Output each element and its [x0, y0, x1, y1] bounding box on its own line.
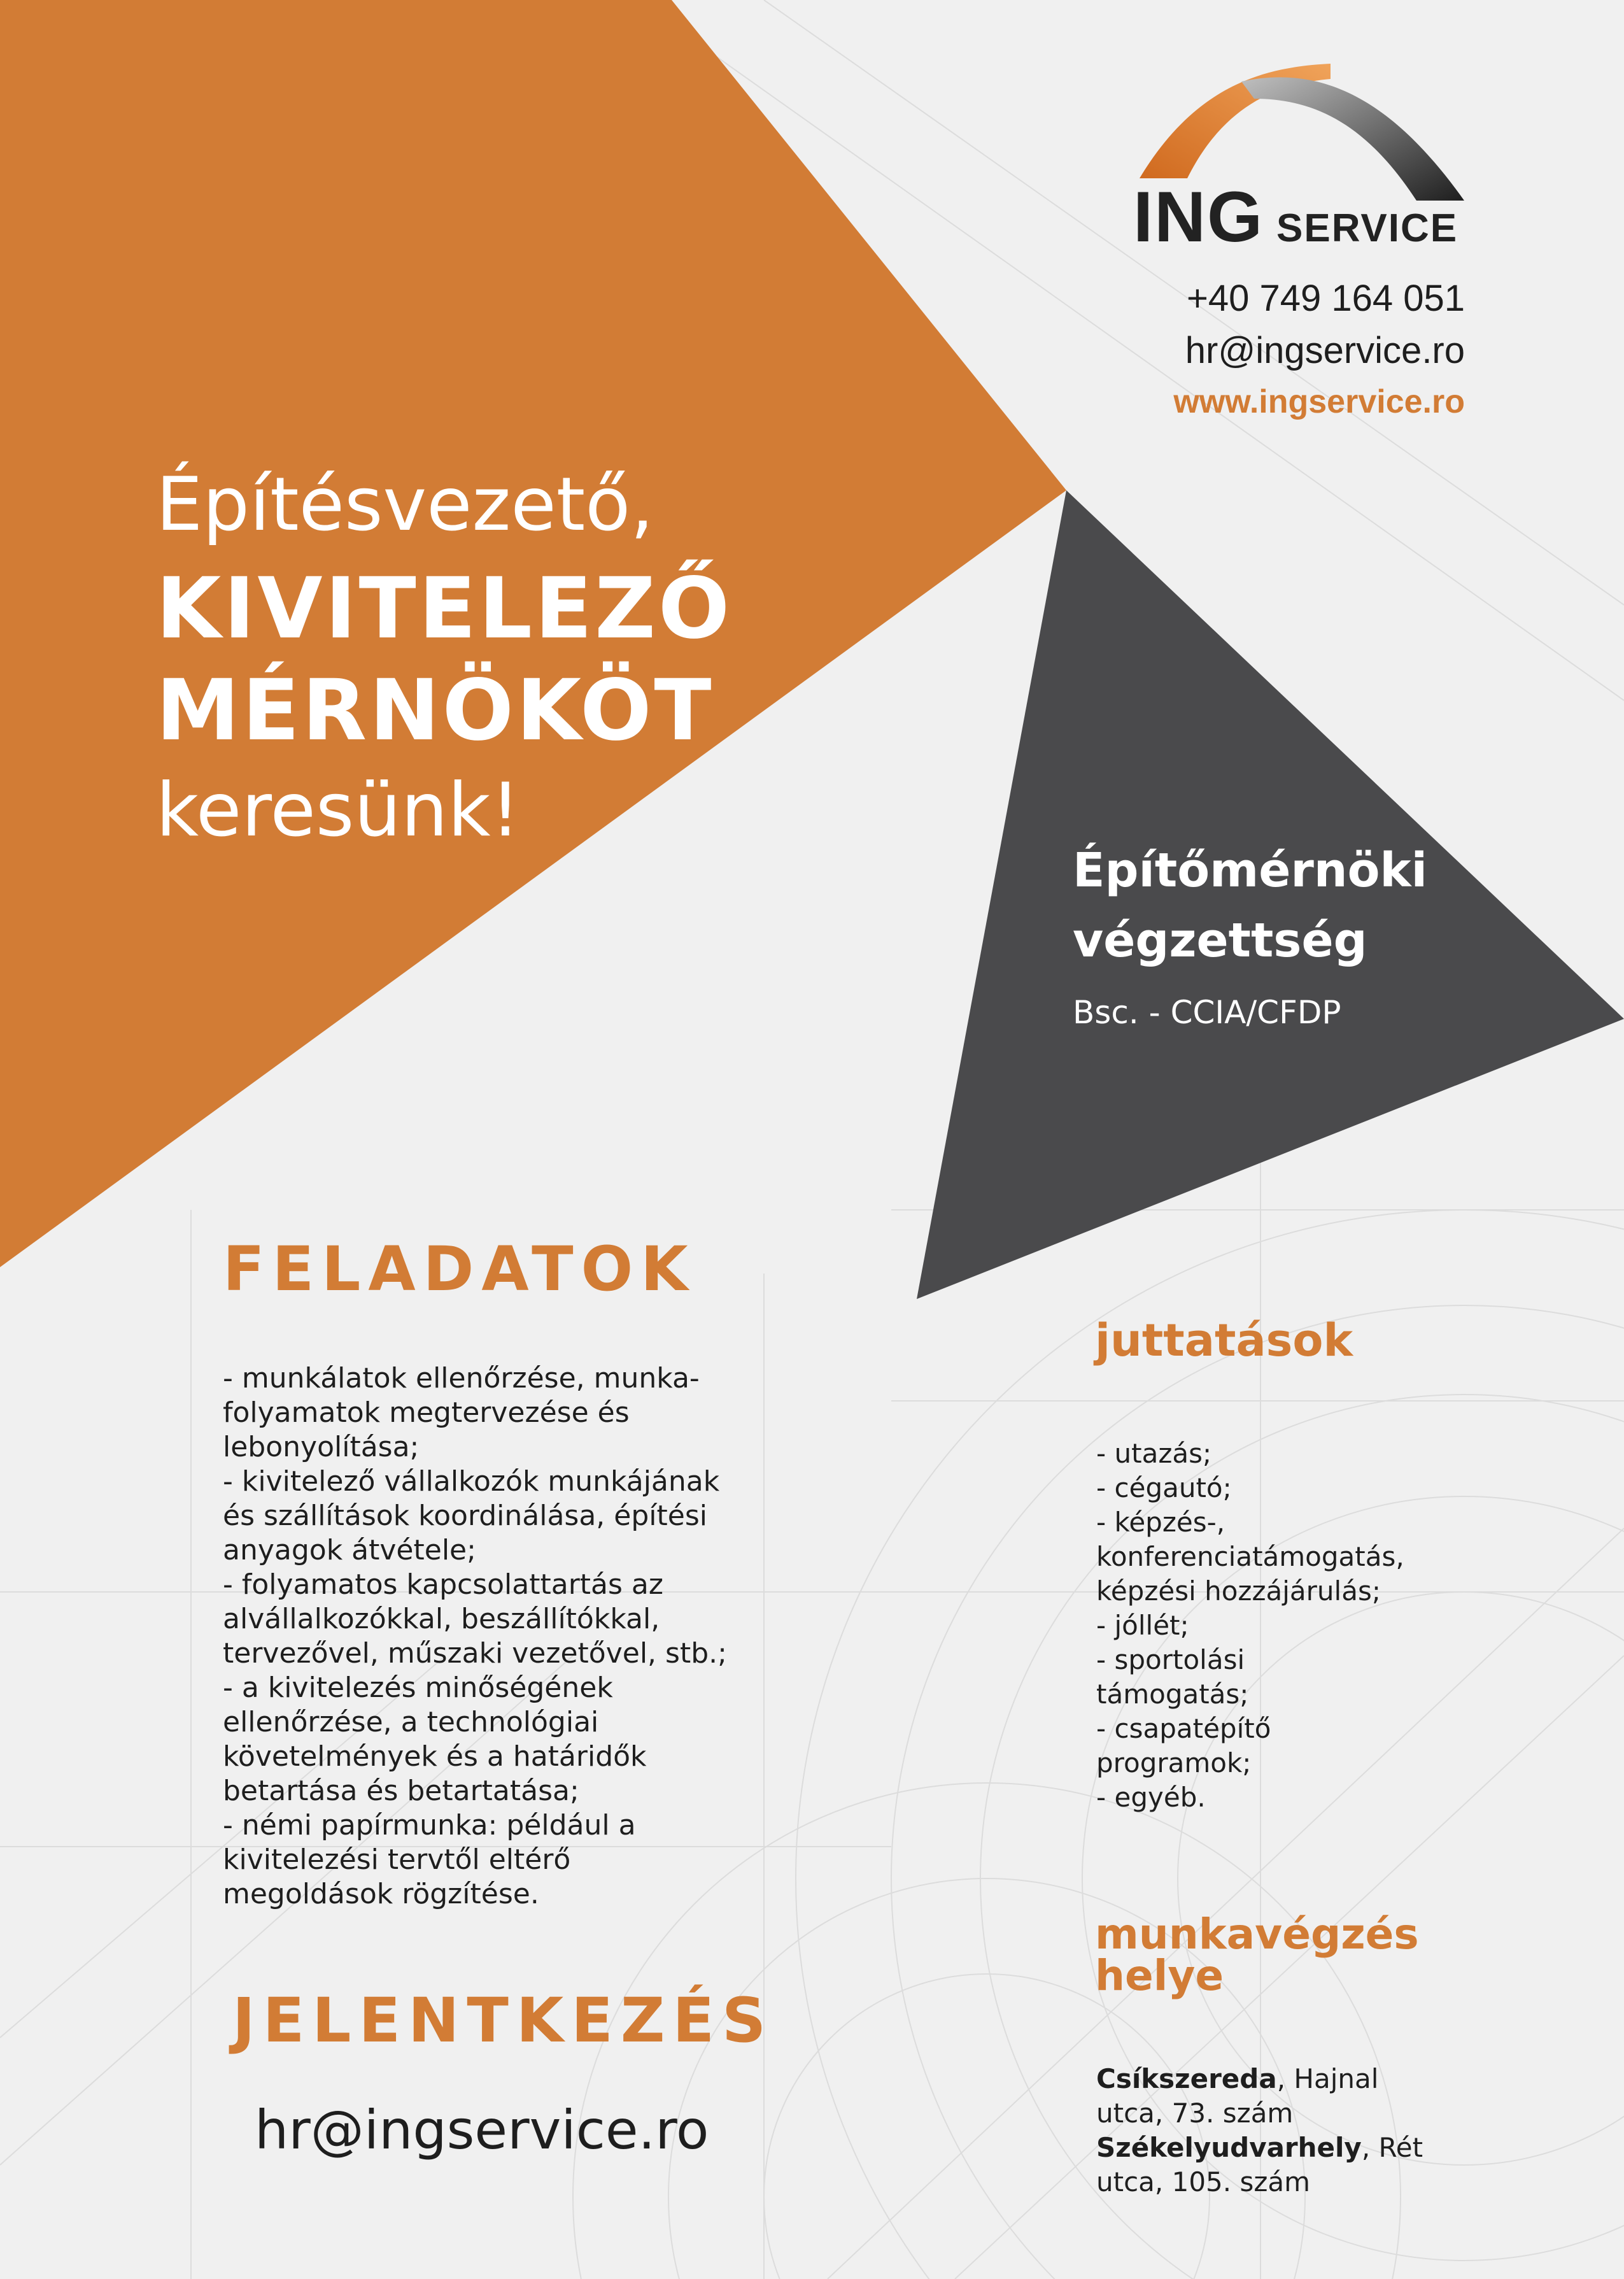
- headline-line-1: Építésvezető,: [156, 462, 654, 548]
- location-1-street: , Hajnal: [1276, 2063, 1379, 2094]
- logo-service-text: SERVICE: [1276, 206, 1458, 250]
- education-line-2: végzettség: [1073, 913, 1367, 968]
- juttatasok-line: - egyéb.: [1096, 1782, 1206, 1813]
- contact-phone[interactable]: +40 749 164 051: [1186, 278, 1465, 319]
- education-degree: Bsc. - CCIA/CFDP: [1073, 994, 1341, 1031]
- education-line-1: Építőmérnöki: [1073, 843, 1427, 898]
- feladatok-line: tervezővel, műszaki vezetővel, stb.;: [223, 1637, 727, 1670]
- contact-email[interactable]: hr@ingservice.ro: [1185, 330, 1465, 371]
- feladatok-line: és szállítások koordinálása, építési: [223, 1500, 707, 1532]
- munkavegzes-heading-line-2: helye: [1095, 1951, 1224, 2000]
- feladatok-line: anyagok átvétele;: [223, 1534, 476, 1566]
- location-2-city: Székelyudvarhely: [1096, 2132, 1362, 2163]
- feladatok-line: kivitelezési tervtől eltérő: [223, 1843, 571, 1876]
- feladatok-line: - némi papírmunka: például a: [223, 1809, 636, 1842]
- feladatok-line: - munkálatok ellenőrzése, munka-: [223, 1362, 700, 1395]
- feladatok-line: megoldások rögzítése.: [223, 1878, 539, 1910]
- feladatok-line: - folyamatos kapcsolattartás az: [223, 1568, 663, 1601]
- feladatok-list: [223, 1361, 727, 1912]
- logo-ing-text: ING: [1133, 177, 1264, 257]
- contact-website[interactable]: www.ingservice.ro: [1173, 383, 1465, 420]
- juttatasok-line: - cégautó;: [1096, 1472, 1232, 1503]
- location-2-street: , Rét: [1361, 2132, 1423, 2163]
- munkavegzes-heading-line-1: munkavégzés: [1095, 1910, 1419, 1959]
- headline-line-2: KIVITELEZŐ: [156, 560, 733, 658]
- feladatok-line: betartása és betartatása;: [223, 1775, 579, 1807]
- feladatok-line: - kivitelező vállalkozók munkájának: [223, 1465, 720, 1498]
- headline-line-4: keresünk!: [156, 767, 521, 853]
- work-locations: [1096, 2062, 1423, 2199]
- feladatok-line: - a kivitelezés minőségének: [223, 1672, 613, 1704]
- feladatok-line: követelmények és a határidők: [223, 1740, 647, 1773]
- location-2-line-2: utca, 105. szám: [1096, 2166, 1311, 2197]
- juttatasok-line: - utazás;: [1096, 1438, 1212, 1469]
- feladatok-line: lebonyolítása;: [223, 1431, 420, 1463]
- feladatok-line: alvállalkozókkal, beszállítókkal,: [223, 1603, 660, 1635]
- juttatasok-line: - jóllét;: [1096, 1610, 1189, 1641]
- location-1-city: Csíkszereda: [1096, 2063, 1277, 2094]
- juttatasok-line: - csapatépítő: [1096, 1713, 1271, 1744]
- juttatasok-list: [1096, 1437, 1404, 1815]
- location-1-line-1: [1096, 2062, 1423, 2096]
- juttatasok-line: képzési hozzájárulás;: [1096, 1575, 1381, 1607]
- juttatasok-line: - sportolási: [1096, 1644, 1245, 1675]
- location-2-line-1: [1096, 2131, 1423, 2165]
- juttatasok-line: - képzés-,: [1096, 1507, 1225, 1538]
- feladatok-heading: FELADATOK: [223, 1233, 696, 1305]
- feladatok-line: ellenőrzése, a technológiai: [223, 1706, 599, 1738]
- headline-line-3: MÉRNÖKÖT: [156, 662, 714, 760]
- juttatasok-line: konferenciatámogatás,: [1096, 1541, 1404, 1572]
- feladatok-line: folyamatok megtervezése és: [223, 1396, 630, 1429]
- jelentkezes-heading: JELENTKEZÉS: [232, 1985, 774, 2056]
- juttatasok-line: programok;: [1096, 1747, 1252, 1778]
- juttatasok-heading: juttatások: [1095, 1314, 1353, 1367]
- location-1-line-2: utca, 73. szám: [1096, 2098, 1294, 2129]
- apply-email-link[interactable]: hr@ingservice.ro: [255, 2099, 709, 2161]
- juttatasok-line: támogatás;: [1096, 1679, 1249, 1710]
